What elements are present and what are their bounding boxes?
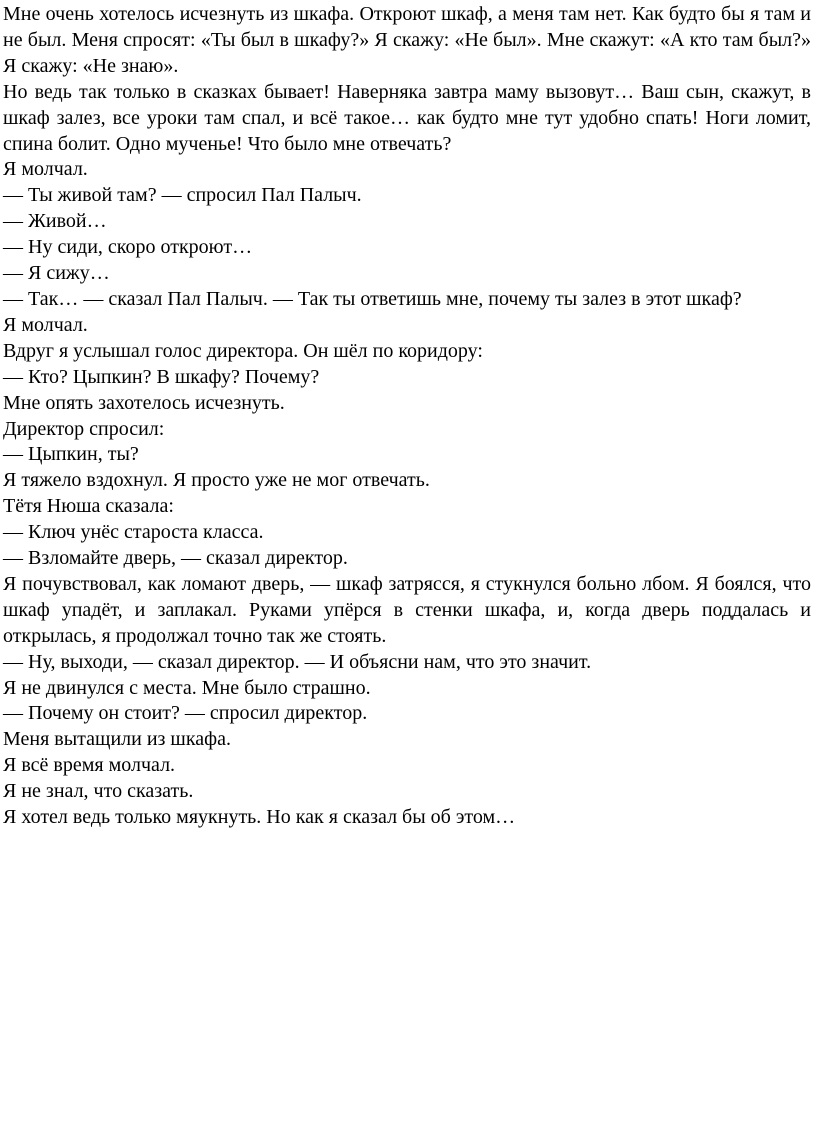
paragraph: Я молчал. <box>3 313 88 336</box>
paragraph: Я не двинулся с места. Мне было страшно. <box>3 676 371 699</box>
paragraph: Я почувствовал, как ломают дверь, — шкаф затрясся, я стукнулся больно лбом. Я боялся, что шкаф упадёт, и заплакал. Руками упёрся в стенки шкафа, и, когда дверь поддалась и открылась, я продолжал точно так же стоять. <box>3 572 811 647</box>
paragraph: Мне опять захотелось исчезнуть. <box>3 391 285 414</box>
dialogue-line: — Почему он стоит? — спросил директор. <box>3 702 368 725</box>
paragraph: Вдруг я услышал голос директора. Он шёл по коридору: <box>3 339 483 362</box>
paragraph: Я всё время молчал. <box>3 754 176 777</box>
paragraph: Я молчал. <box>3 158 88 181</box>
dialogue-line: — Живой… <box>3 210 107 233</box>
dialogue-line: — Так… — сказал Пал Палыч. — Так ты ответишь мне, почему ты залез в этот шкаф? <box>3 287 742 310</box>
paragraph: Мне очень хотелось исчезнуть из шкафа. Откроют шкаф, а меня там нет. Как будто бы я там и не был. Меня спросят: «Ты был в шкафу?» Я скажу: «Не был». Мне скажут: «А кто там был?» Я скажу: «Не знаю». <box>3 3 811 77</box>
paragraph: Меня вытащили из шкафа. <box>3 728 231 751</box>
paragraph: Директор спросил: <box>3 417 165 440</box>
paragraph: Я не знал, что сказать. <box>3 780 194 803</box>
paragraph: Тётя Нюша сказала: <box>3 495 174 518</box>
paragraph: Я тяжело вздохнул. Я просто уже не мог отвечать. <box>3 469 430 492</box>
dialogue-line: — Я сижу… <box>3 262 110 285</box>
dialogue-line: — Ну сиди, скоро откроют… <box>3 236 253 259</box>
dialogue-line: — Ну, выходи, — сказал директор. — И объясни нам, что это значит. <box>3 650 592 673</box>
dialogue-line: — Цыпкин, ты? <box>3 443 139 466</box>
dialogue-line: — Ключ унёс староста класса. <box>3 521 264 544</box>
dialogue-line: — Кто? Цыпкин? В шкафу? Почему? <box>3 365 320 388</box>
paragraph: Я хотел ведь только мяукнуть. Но как я сказал бы об этом… <box>3 806 516 829</box>
paragraph: Но ведь так только в сказках бывает! Наверняка завтра маму вызовут… Ваш сын, скажут, в шкаф залез, все уроки там спал, и всё такое… как будто мне тут удобно спать! Ноги ломит, спина болит. Одно мученье! Что было мне отвечать? <box>3 80 811 155</box>
dialogue-line: — Ты живой там? — спросил Пал Палыч. <box>3 184 362 207</box>
dialogue-line: — Взломайте дверь, — сказал директор. <box>3 547 348 570</box>
document-body <box>3 2 811 831</box>
